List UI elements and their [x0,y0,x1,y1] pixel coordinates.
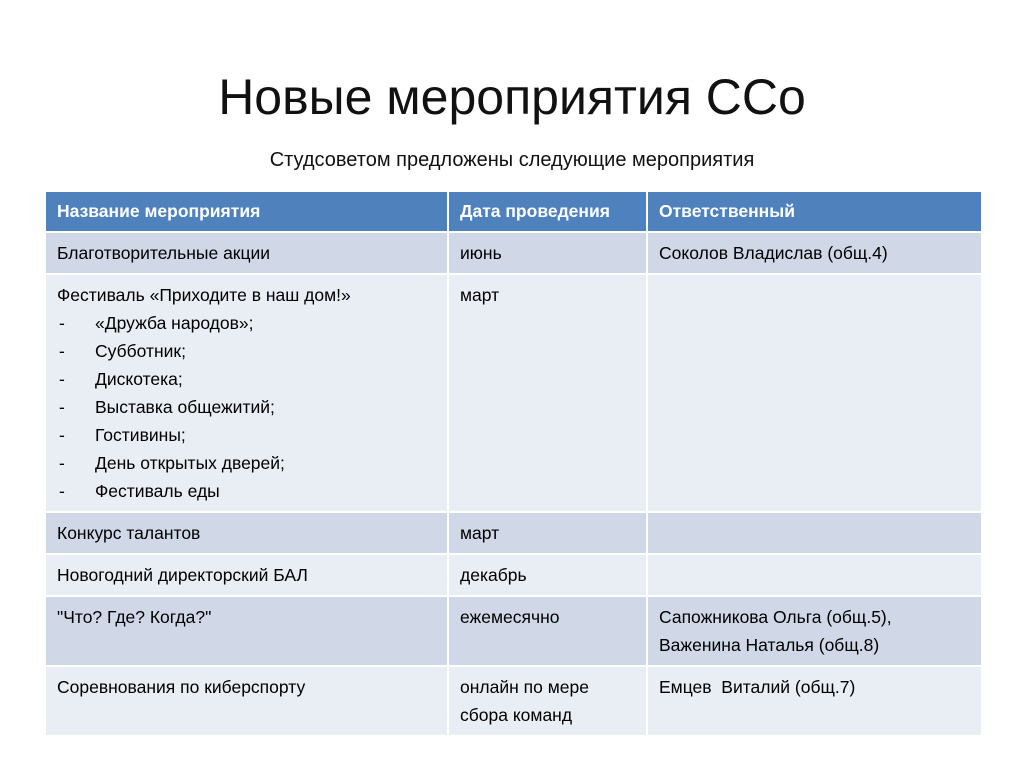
sub-event-item: - «Дружба народов»; [57,309,437,337]
table-row [45,512,982,554]
event-name-cell [45,274,448,512]
dash-bullet-icon: - [59,313,65,333]
sub-event-item: - Дискотека; [57,365,437,393]
event-date-cell: ежемесячно [448,596,647,666]
event-responsible-cell: Емцев Виталий (общ.7) [647,666,982,736]
sub-event-item: - Выставка общежитий; [57,393,437,421]
event-date-cell: декабрь [448,554,647,596]
sub-event-item: - Гостивины; [57,421,437,449]
event-name-cell: Соревнования по киберспорту [45,666,448,736]
date-line: онлайн по мере [460,677,589,697]
event-name-cell: Новогодний директорский БАЛ [45,554,448,596]
dash-bullet-icon: - [59,481,65,501]
sub-event-item: - Фестиваль еды [57,477,437,505]
table-row [45,666,982,736]
header-date: Дата проведения [448,191,647,232]
event-date-cell: март [448,512,647,554]
event-name-cell: Конкурс талантов [45,512,448,554]
event-responsible-cell [647,554,982,596]
table-row [45,232,982,274]
dash-bullet-icon: - [59,425,65,445]
dash-bullet-icon: - [59,341,65,361]
sub-event-item: - Субботник; [57,337,437,365]
sub-event-item: - День открытых дверей; [57,449,437,477]
event-responsible-cell [647,274,982,512]
dash-bullet-icon: - [59,453,65,473]
table-header-row [45,191,982,232]
dash-bullet-icon: - [59,397,65,417]
event-responsible-cell [647,512,982,554]
event-responsible-cell [647,596,982,666]
event-name-cell: Благотворительные акции [45,232,448,274]
event-responsible-cell: Соколов Владислав (общ.4) [647,232,982,274]
events-table [44,190,983,737]
header-event-name: Название мероприятия [45,191,448,232]
header-responsible: Ответственный [647,191,982,232]
table-row [45,596,982,666]
responsible-line: Сапожникова Ольга (общ.5), [659,607,892,627]
responsible-line: Важенина Наталья (общ.8) [659,635,880,655]
event-date-cell [448,666,647,736]
event-date-cell: март [448,274,647,512]
dash-bullet-icon: - [59,369,65,389]
event-name: Фестиваль «Приходите в наш дом!» [57,285,351,305]
slide-title: Новые мероприятия ССо [218,69,806,125]
sub-event-list [57,309,437,505]
date-line: сбора команд [460,705,573,725]
event-name-cell: "Что? Где? Когда?" [45,596,448,666]
table-row [45,554,982,596]
event-date-cell: июнь [448,232,647,274]
table-row [45,274,982,512]
slide-subtitle: Студсоветом предложены следующие мероприятия [269,149,755,171]
